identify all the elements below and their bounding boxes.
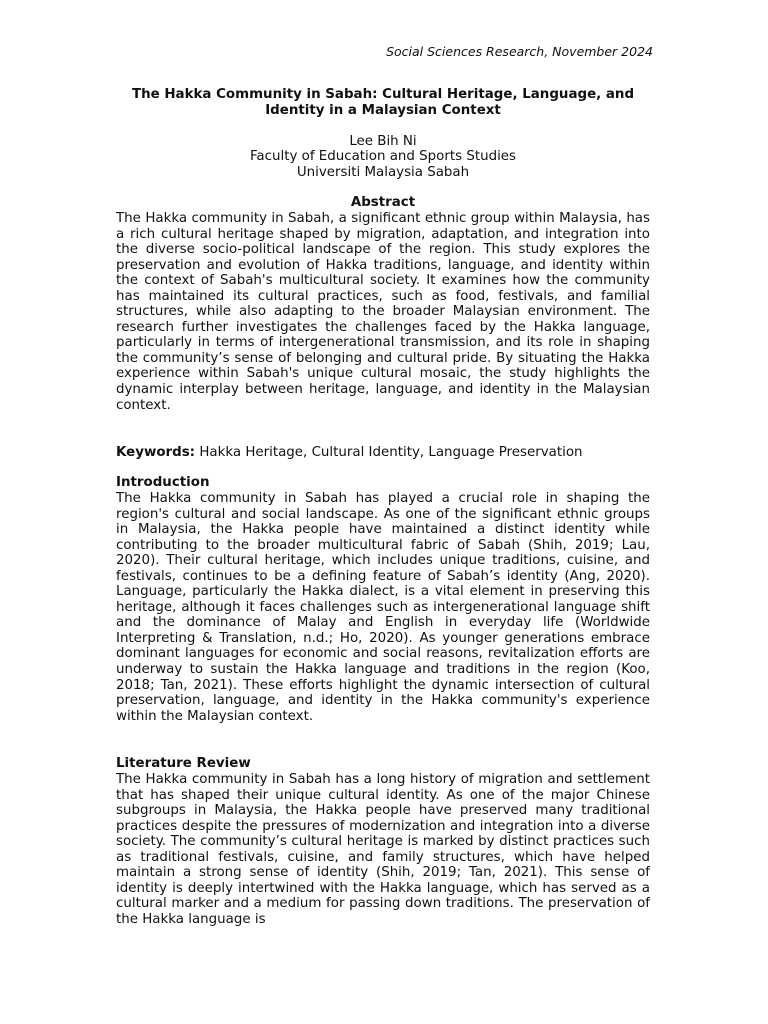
introduction-heading: Introduction (116, 475, 210, 490)
literature-review-heading: Literature Review (116, 756, 251, 771)
running-head: Social Sciences Research, November 2024 (386, 44, 653, 59)
abstract-text: The Hakka community in Sabah, a significant ethnic group within Malaysia, has a rich cultural heritage shaped by migration, adaptation, and integration into the diverse socio-political landscape of the region. This study explores the preservation and evolution of Hakka traditions, language, and identity within the context of Sabah's multicultural society. It examines how the community has maintained its cultural practices, such as food, festivals, and familial structures, while also adapting to the broader Malaysian environment. The research further investigates the challenges faced by the Hakka language, particularly in terms of intergenerational transmission, and its role in shaping the community’s sense of belonging and cultural pride. By situating the Hakka experience within Sabah's unique cultural mosaic, the study highlights the dynamic interplay between heritage, language, and identity in the Malaysian context. (116, 211, 650, 413)
introduction-text: The Hakka community in Sabah has played a crucial role in shaping the region's cultural and social landscape. As one of the significant ethnic groups in Malaysia, the Hakka people have maintained a distinct identity while contributing to the broader multicultural fabric of Sabah (Shih, 2019; Lau, 2020). Their cultural heritage, which includes unique traditions, cuisine, and festivals, continues to be a defining feature of Sabah’s identity (Ang, 2020). Language, particularly the Hakka dialect, is a vital element in preserving this heritage, although it faces challenges such as intergenerational language shift and the dominance of Malay and English in everyday life (Worldwide Interpreting & Translation, n.d.; Ho, 2020). As younger generations embrace dominant languages for economic and social reasons, revitalization efforts are underway to sustain the Hakka language and traditions in the region (Koo, 2018; Tan, 2021). These efforts highlight the dynamic intersection of cultural preservation, language, and identity in the Hakka community's experience within the Malaysian context. (116, 491, 650, 724)
keywords-label: Keywords: (116, 445, 196, 460)
keywords-text: Hakka Heritage, Cultural Identity, Language Preservation (199, 445, 583, 460)
paper-title: The Hakka Community in Sabah: Cultural Heritage, Language, and Identity in a Malaysian Context (131, 87, 635, 118)
literature-review-text: The Hakka community in Sabah has a long history of migration and settlement that has shaped their unique cultural identity. As one of the major Chinese subgroups in Malaysia, the Hakka people have preserved many traditional practices despite the pressures of modernization and integration into a diverse society. The community’s cultural heritage is marked by distinct practices such as traditional festivals, cuisine, and family structures, which have helped maintain a strong sense of identity (Shih, 2019; Tan, 2021). This sense of identity is deeply intertwined with the Hakka language, which has served as a cultural marker and a medium for passing down traditions. The preservation of the Hakka language is (116, 772, 650, 927)
author-faculty: Faculty of Education and Sports Studies (249, 149, 517, 165)
author-block (116, 134, 650, 180)
keywords-line (116, 445, 650, 461)
author-name: Lee Bih Ni (349, 134, 417, 149)
author-university: Universiti Malaysia Sabah (296, 164, 470, 180)
abstract-heading: Abstract (350, 195, 416, 210)
